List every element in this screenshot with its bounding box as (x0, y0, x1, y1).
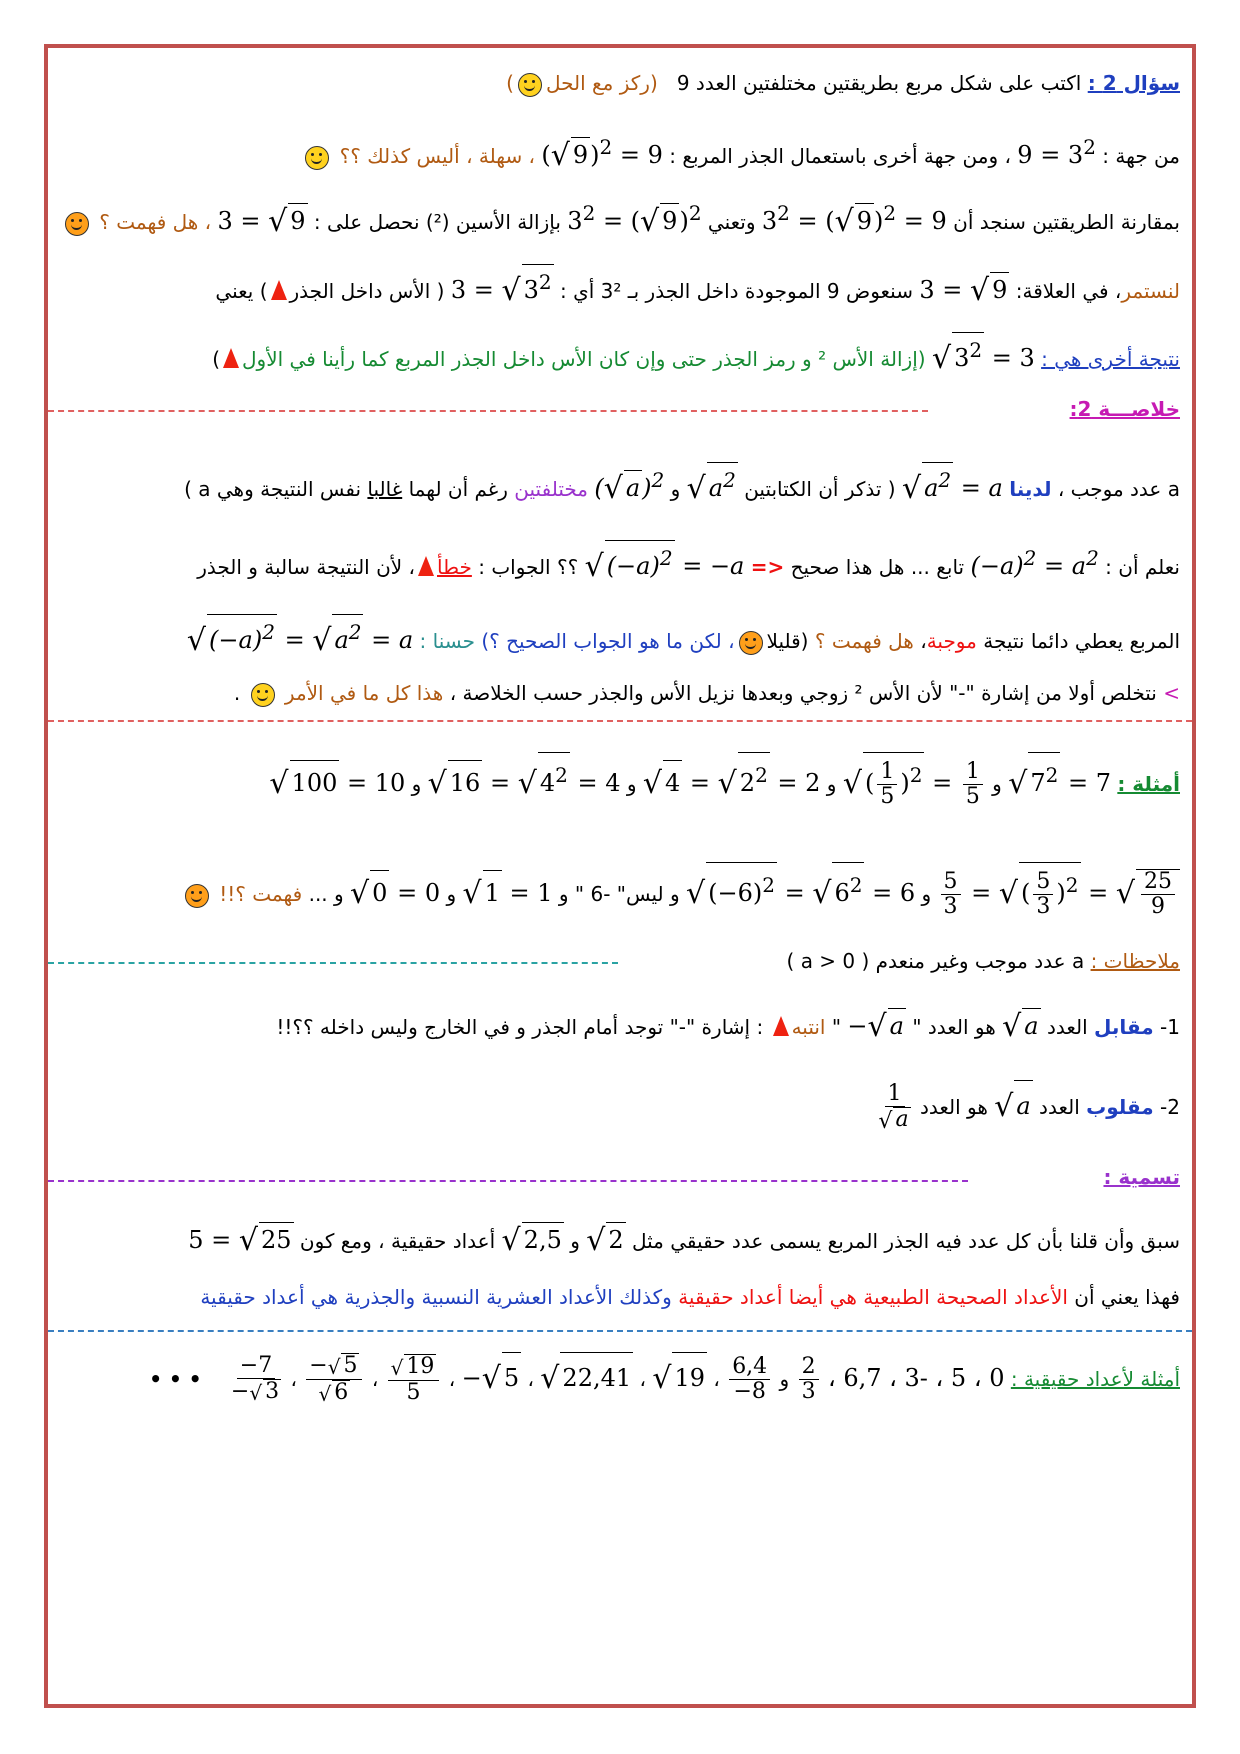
text-not-neg6: و ليس" -6 " (574, 882, 680, 906)
warning-icon (773, 1016, 789, 1036)
math-root-a: √ a (994, 1080, 1032, 1132)
math-compare: $3^2$ = (√ 9)$^2$ = 9 (761, 201, 947, 239)
math-neg-root5-root6: $\frac{-√ 5}{√ 6}$ (303, 1353, 365, 1406)
math-frac-1-5: √ ( $\frac{1}{5}$ )$^2$ = $\frac{1}{5}$ (843, 752, 986, 809)
real-title: أمثلة لأعداد حقيقية : (1010, 1367, 1180, 1391)
text-other-result: نتيجة أخرى هي : (1041, 347, 1180, 371)
divider (48, 1330, 1192, 1332)
text-remove-root: (إزالة الأس ² و رمز الجذر حتى وإن كان الأس داخل الجذر المربع كما رأينا في الأول (242, 347, 926, 371)
smiley-icon (739, 631, 763, 655)
line-continue (60, 264, 1180, 308)
text-number: العدد (1046, 1015, 1088, 1039)
math-3-root3sq: 3 = √ $3^2$ (451, 264, 554, 308)
math-2-3: $\frac{2}{3}$ (796, 1353, 822, 1404)
text-decimals-real: وكذلك الأعداد العشرية النسبية والجذرية هي أعداد حقيقية (200, 1285, 672, 1309)
math-root9-sq: (√ 9)$^2$ = 9 (541, 135, 663, 173)
math-root100: √ 100 = 10 (269, 760, 405, 806)
text-replace: سنعوض 9 الموجودة داخل الجذر بـ 3² (600, 279, 913, 303)
line-we-know (60, 540, 1180, 584)
note-number: 1- (1160, 1015, 1180, 1039)
text-compare: بمقارنة الطريقتين سنجد أن (953, 210, 1180, 234)
math-neg7-root3: $\frac{-7}{-√ 3}$ (230, 1353, 280, 1405)
naming-title: تسمية : (1103, 1165, 1180, 1189)
text-sep: ، (448, 1367, 456, 1391)
text-wrong: خطأ (437, 555, 472, 579)
math-root19-5: $\frac{√ 19}{5}$ (385, 1353, 443, 1405)
text-quote: " (831, 1015, 842, 1039)
text-different: مختلفتين (514, 477, 588, 501)
text-and: و (446, 882, 457, 906)
text-understood: هل فهمت ؟ (814, 629, 914, 653)
text-although: رغم أن لهما (408, 477, 508, 501)
text-and: و (921, 882, 932, 906)
line-positive (60, 614, 1180, 658)
text-sep: ، (527, 1367, 534, 1391)
text-remove-sign: نتخلص أولا من إشارة "-" لأن الأس ² زوجي وبعدها نزيل الأس والجذر حسب الخلاصة ، (449, 681, 1157, 705)
text-and: و (670, 477, 681, 501)
math-64-8: $\frac{6,4}{-8}$ (726, 1353, 773, 1404)
warning-icon (223, 348, 239, 368)
text-relation: ، في العلاقة: (1015, 279, 1122, 303)
text-arrow: > (1163, 681, 1180, 705)
text-little: (قليلا (766, 629, 809, 653)
examples-title: أمثلة : (1117, 772, 1180, 796)
text-exp-inside: ( الأس داخل الجذر (289, 279, 445, 303)
text-opposite: مقابل (1094, 1015, 1154, 1039)
math-root2: √ 2 (586, 1223, 624, 1258)
text-sep: ، (713, 1367, 720, 1391)
text-one-side: من جهة : (1102, 144, 1180, 168)
math-root-a2-b: √ $a^2$ (687, 462, 738, 506)
text-sep: ، (290, 1367, 297, 1391)
text-ok: حسنا : (419, 629, 475, 653)
para-1 (60, 1222, 1180, 1258)
math-neg-root5: −√ 5 (462, 1352, 522, 1404)
text-other-side: ، ومن جهة أخرى باستعمال الجذر المربع : (669, 144, 1011, 168)
math-root-a-sq: (√ a)$^2$ (594, 468, 665, 506)
text-and: و (626, 772, 637, 796)
text-inverse: مقلوب (1086, 1095, 1154, 1119)
text-remember: ( تذكر أن الكتابتين (744, 477, 896, 501)
text-often: غالبا (367, 477, 403, 501)
math-root0: √ 0 = 0 (350, 870, 440, 916)
text-and: و (570, 1229, 580, 1253)
math-root2241: √ 22,41 (540, 1352, 633, 1404)
text-period: . (233, 681, 241, 705)
text-understood: فهمت ؟!! (219, 882, 303, 906)
smiley-icon (305, 146, 329, 170)
text-naturals-real: الأعداد الصحيحة الطبيعية هي أيضا أعداد حقيقية (678, 1285, 1068, 1309)
naming-header (60, 1160, 1180, 1194)
notes-title: ملاحظات : (1090, 949, 1180, 973)
text-etc: و ... (308, 882, 344, 906)
math-root4: √ 4 = √ $2^2 = 2$ (643, 752, 821, 806)
text-real-numbers: أعداد حقيقية ، ومع كون (299, 1229, 496, 1253)
text-sign-note: : إشارة "-" توجد أمام الجذر و في الخارج وليس داخله ؟؟!! (276, 1015, 764, 1039)
divider (48, 1180, 968, 1182)
math-neg-a-sq: $(-a)^2 = a^2$ (970, 546, 1099, 580)
text-but: ، لكن ما هو الجواب الصحيح ؟) (481, 629, 735, 653)
warning-icon (271, 280, 287, 300)
divider (48, 962, 618, 964)
divider (48, 720, 1192, 722)
text-sep: ، (371, 1367, 379, 1391)
text-continue: لنستمر (1121, 279, 1180, 303)
smiley-icon (185, 884, 209, 908)
text-ellipsis: • • • (149, 1367, 202, 1391)
math-neg6: √ $(-6)^2$ = √ $6^2 = 6$ (686, 862, 915, 916)
notes-header (60, 944, 1180, 978)
math-3-eq-root9: 3 = √ 9 (217, 204, 306, 239)
math-root-7sq: √ $7^2 = 7$ (1008, 752, 1111, 806)
note-1 (60, 1008, 1180, 1044)
text-ie: أي : (559, 279, 595, 303)
text-because: ، لأن النتيجة سالبة و الجذر (197, 555, 415, 579)
question-hint: (ركز مع الحل (545, 71, 658, 95)
math-9-eq-3sq: $9 = 3^2$ (1017, 135, 1096, 169)
note-number: 2- (1160, 1095, 1180, 1119)
text-remove-exp: بإزالة الأسين (²) نحصل على : (313, 210, 561, 234)
math-neg-root-a: −√ a (847, 1009, 904, 1044)
text-number: العدد (1039, 1095, 1080, 1119)
math-3-root9: 3 = √ 9 (919, 273, 1008, 308)
text-we-have: لدينا (1009, 477, 1052, 501)
math-root-a2: √ $a^2 = a$ (902, 462, 1003, 506)
line-one-side (60, 130, 1180, 173)
text-and: و (826, 772, 837, 796)
note-2 (60, 1080, 1180, 1134)
math-root19: √ 19 (652, 1352, 707, 1404)
math-wrong: √ $(-a)^2 = -a$ (585, 540, 745, 584)
math-root25: 5 = √ 25 (188, 1223, 292, 1258)
notes-text: a عدد موجب وغير منعدم ( a > 0 ) (786, 949, 1085, 973)
text-answer: ؟؟ الجواب : (478, 555, 579, 579)
real-list: 0 ، 5 ، -3 ، 6,7 ، (827, 1364, 1005, 1392)
text-understood: ، هل فهمت ؟ (99, 210, 212, 234)
text-and: و (992, 772, 1002, 796)
smiley-icon (251, 683, 275, 707)
math-root1: √ 1 = 1 (462, 870, 552, 916)
line-we-have (60, 462, 1180, 506)
math-root-a: √ a (1002, 1009, 1039, 1044)
para-2 (60, 1280, 1180, 1314)
text-sep: ، (639, 1367, 646, 1391)
math-compare-2: $3^2$ = (√ 9)$^2$ (567, 201, 702, 239)
math-correct: √ $(-a)^2$ = √ $a^2 = a$ (187, 614, 413, 658)
text-close-paren: ) (212, 347, 221, 371)
divider (48, 410, 928, 412)
math-root3sq-3: √ $3^2 = 3$ (932, 332, 1035, 376)
text-and: و (411, 772, 422, 796)
math-frac-5-3: $\frac{5}{3}$ = √ ( $\frac{5}{3}$ )$^2$ = √ $\frac{25}{9}$ (938, 862, 1180, 919)
text-we-said: سبق وأن قلنا بأن كل عدد فيه الجذر المربع يسمى عدد حقيقي مثل (632, 1229, 1180, 1253)
line-conclusion (60, 676, 1180, 710)
text-we-know: نعلم أن : (1105, 555, 1180, 579)
real-examples (60, 1352, 1180, 1406)
examples-1 (60, 752, 1180, 809)
text-this-means: فهذا يعني أن (1074, 1285, 1180, 1309)
question-title: سؤال 2 : (1087, 71, 1180, 95)
smiley-icon (65, 212, 89, 236)
text-attention: انتبه (791, 1015, 826, 1039)
smiley-icon (518, 73, 542, 97)
summary-2-header (60, 392, 1180, 426)
text-easy: ، سهلة ، أليس كذلك ؟؟ (339, 144, 536, 168)
text-means2: ) يعني (215, 279, 268, 303)
text-implies: <= (750, 555, 785, 579)
line-other-result (60, 332, 1180, 376)
text-comma: ، (920, 629, 927, 653)
question-2: سؤال 2 : اكتب على شكل مربع بطريقتين مختلفتين العدد 9 (ركز مع الحل) (506, 71, 1180, 95)
math-root25dec: √ 2,5 (501, 1223, 562, 1258)
text-thats-all: هذا كل ما في الأمر (284, 681, 444, 705)
text-a-positive: a عدد موجب ، (1057, 477, 1180, 501)
math-inv-root-a: $\frac{1}{√ a}$ (878, 1080, 909, 1134)
text-means: وتعني (707, 210, 756, 234)
warning-icon (418, 556, 434, 576)
text-follow: تابع ... هل هذا صحيح (790, 555, 965, 579)
line-compare (60, 196, 1180, 239)
question-text: اكتب على شكل مربع بطريقتين مختلفتين العدد 9 (676, 71, 1082, 95)
summary-title: خلاصـــة 2: (1069, 397, 1180, 421)
math-root16: √ 16 = √ $4^2 = 4$ (428, 752, 621, 806)
text-is-number: هو العدد (919, 1095, 988, 1119)
text-always: المربع يعطي دائما نتيجة (983, 629, 1180, 653)
text-and: و (779, 1367, 790, 1391)
examples-2 (60, 862, 1180, 919)
text-is-number: هو العدد " (912, 1015, 996, 1039)
text-positive: موجبة (926, 629, 977, 653)
text-same-result: نفس النتيجة وهي a ) (184, 477, 362, 501)
text-and: و (558, 882, 569, 906)
